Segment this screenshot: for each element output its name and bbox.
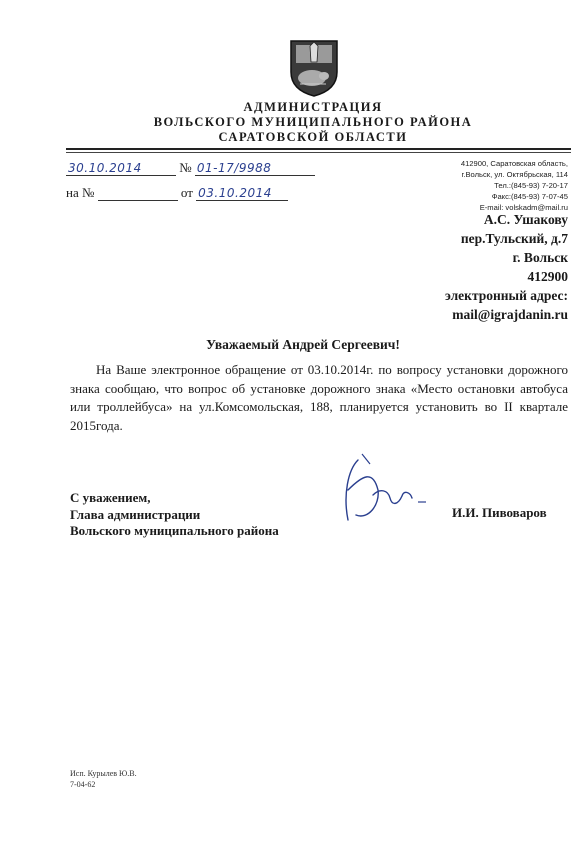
contact-address: 412900, Саратовская область, [460,159,568,168]
reg-date-field [66,161,176,176]
executor-name: Исп. Курылев Ю.В. [70,769,137,778]
addressee-street: пер.Тульский, д.7 [460,231,568,246]
reg-number-label: № [179,160,192,175]
reg-number: 01-17/9988 [196,161,272,175]
org-name-line-3: САРАТОВСКОЙ ОБЛАСТИ [218,130,408,144]
contact-fax: Факс:(845-93) 7-07-45 [491,192,568,201]
ref-date: 03.10.2014 [198,186,272,200]
closing-regards: С уважением, [70,490,151,505]
addressee-zip: 412900 [527,269,568,284]
reference-line [66,185,288,201]
ref-number-field [98,186,178,201]
org-name-line-2: ВОЛЬСКОГО МУНИЦИПАЛЬНОГО РАЙОНА [153,115,473,129]
closing-position: Глава администрации [70,506,201,522]
addressee-block [445,210,568,324]
contact-street: г.Вольск, ул. Октябрьская, 114 [461,170,568,179]
reg-date: 30.10.2014 [68,161,142,175]
header-rule [66,148,571,150]
ref-date-field [196,186,288,201]
greeting: Уважаемый Андрей Сергеевич! [206,337,400,352]
handwritten-signature [318,450,428,530]
org-name-line-1: АДМИНИСТРАЦИЯ [243,100,383,114]
contact-block [461,158,568,213]
letter-body: На Ваше электронное обращение от 03.10.2014г. по вопросу установки дорожного знака сообщаю, что вопрос об установке дорожного знака «Место остановки автобуса или троллейбуса» на ул.Комсомольская, 188, планируется установить во II квартале 2015года. [70,362,568,433]
header-rule-thin [66,152,571,153]
registration-line [66,160,315,176]
addressee-name: А.С. Ушакову [483,212,568,227]
addressee-email: mail@igrajdanin.ru [452,307,568,322]
signatory-name: И.И. Пивоваров [452,505,547,520]
contact-email: E-mail: volskadm@mail.ru [479,203,568,212]
addressee-email-label: электронный адрес: [445,288,568,303]
executor-block [70,768,137,790]
ref-from-label: от [180,185,193,200]
addressee-city: г. Вольск [512,250,568,265]
ref-number-label: на № [66,185,95,200]
executor-phone: 7-04-62 [70,780,96,789]
closing-block [70,490,279,540]
contact-phone: Тел.:(845-93) 7-20-17 [494,181,568,190]
reg-number-field [195,161,315,176]
coat-of-arms-icon [288,38,340,98]
closing-district: Вольского муниципального района [70,523,279,538]
